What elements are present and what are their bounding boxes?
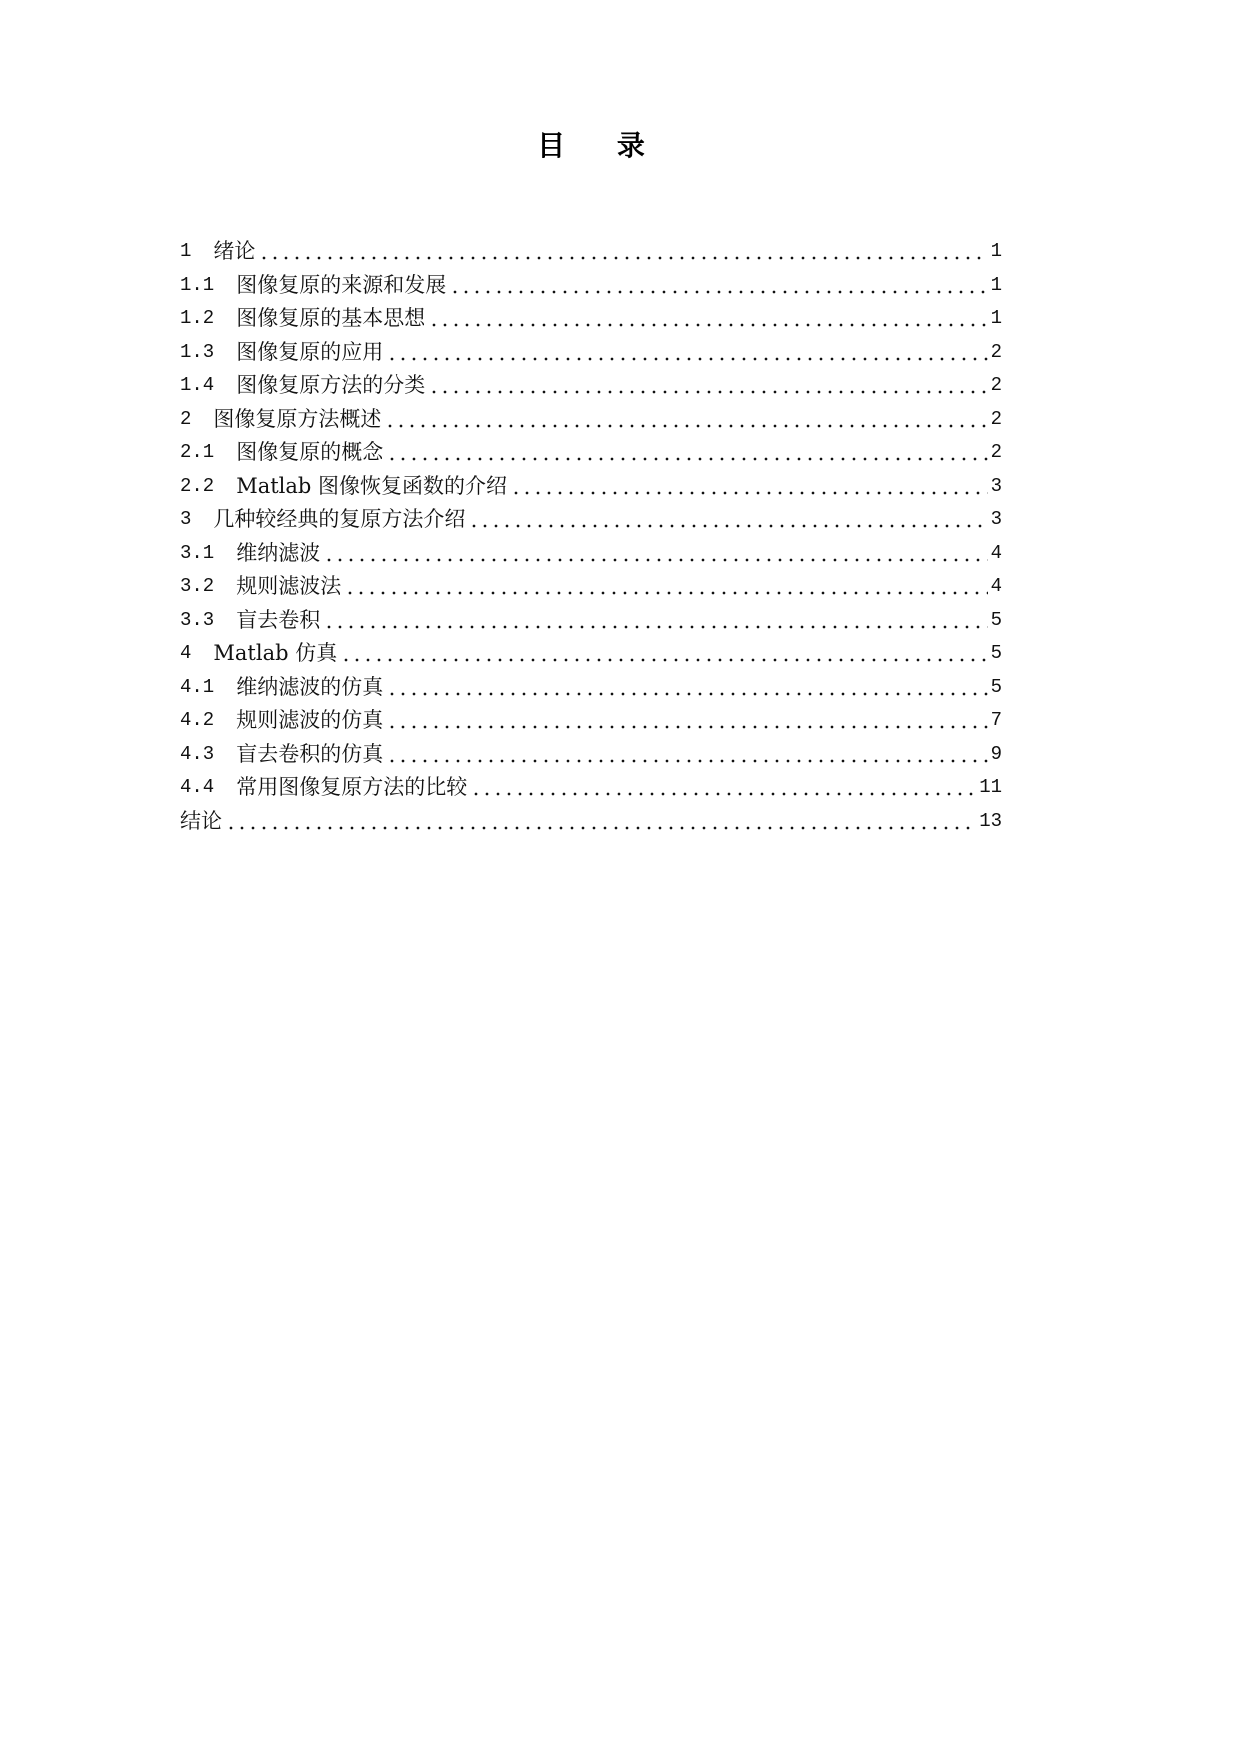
toc-leader-dots xyxy=(388,424,987,428)
toc-entry-number: 4.1 xyxy=(180,675,215,698)
toc-entry xyxy=(180,470,1002,504)
toc-entry xyxy=(180,269,1002,303)
toc-heading: 目 录 xyxy=(537,129,645,162)
toc-leader-dots xyxy=(262,256,987,260)
toc-entry xyxy=(180,403,1002,437)
toc-entry-page: 3 xyxy=(990,508,1002,530)
toc-entry-number: 2.2 xyxy=(180,474,215,497)
toc-entry-number: 2 xyxy=(180,407,192,430)
toc-leader-dots xyxy=(390,725,987,729)
toc-entry-page: 1 xyxy=(990,240,1002,262)
toc-entry-title: 盲去卷积的仿真 xyxy=(236,741,384,766)
toc-entry-number: 2.1 xyxy=(180,441,215,463)
toc-entry-page: 13 xyxy=(979,809,1002,832)
toc-leader-dots xyxy=(229,826,976,830)
toc-entry-title: 绪论 xyxy=(213,239,256,263)
toc-entry-page: 5 xyxy=(990,642,1002,664)
toc-entry-title: 几种较经典的复原方法介绍 xyxy=(213,507,466,531)
toc-entry-page: 7 xyxy=(990,709,1002,731)
toc-entry xyxy=(180,302,1002,336)
toc-entry-number: 1.3 xyxy=(180,340,215,363)
toc-entry-page: 2 xyxy=(990,374,1002,396)
toc-entry xyxy=(180,771,1002,805)
toc-entry-title: 图像复原方法概述 xyxy=(213,406,382,431)
toc-leader-dots xyxy=(390,692,987,696)
toc-entry xyxy=(180,537,1002,571)
toc-entry xyxy=(180,336,1002,370)
toc-entry-page: 5 xyxy=(990,608,1002,631)
toc-entry-number: 4.2 xyxy=(180,709,215,731)
toc-entry-title: 图像复原的概念 xyxy=(236,440,384,464)
toc-entry-page: 1 xyxy=(990,307,1002,329)
toc-entry-number: 3.2 xyxy=(180,575,215,597)
toc-entry xyxy=(180,235,1002,269)
toc-entry-page: 1 xyxy=(990,273,1002,296)
toc-entry-title: 图像复原的来源和发展 xyxy=(236,272,447,297)
toc-leader-dots xyxy=(327,558,987,562)
toc-entry-number: 3.1 xyxy=(180,541,215,564)
toc-entry-page: 9 xyxy=(990,742,1002,765)
toc-entry-page: 4 xyxy=(990,541,1002,564)
toc-entry xyxy=(180,570,1002,604)
toc-entry-title: 维纳滤波 xyxy=(236,540,321,565)
toc-entry xyxy=(180,704,1002,738)
toc-entry-title: 规则滤波的仿真 xyxy=(236,708,384,732)
toc-entry-number: 1.4 xyxy=(180,374,215,396)
toc-entry-conclusion xyxy=(180,805,1002,839)
toc-entry-title: 图像复原方法的分类 xyxy=(236,373,426,397)
toc-entry-number: 3.3 xyxy=(180,608,215,631)
toc-leader-dots xyxy=(474,792,976,796)
toc-entry-title: Matlab 仿真 xyxy=(213,641,338,665)
toc-leader-dots xyxy=(390,759,987,763)
toc-entry-page: 4 xyxy=(990,575,1002,597)
toc-entry-number: 1.2 xyxy=(180,307,215,329)
toc-entry-page: 3 xyxy=(990,474,1002,497)
toc-entry-title: 常用图像复原方法的比较 xyxy=(236,775,468,799)
toc-entry xyxy=(180,503,1002,537)
toc-entry-page: 2 xyxy=(990,340,1002,363)
toc-entry-number: 4 xyxy=(180,642,192,664)
toc-entry xyxy=(180,671,1002,705)
toc-entry xyxy=(180,369,1002,403)
toc-entry-title: 维纳滤波的仿真 xyxy=(236,674,384,699)
toc-list xyxy=(180,235,1002,838)
toc-leader-dots xyxy=(344,658,987,662)
toc-leader-dots xyxy=(327,625,987,629)
toc-leader-dots xyxy=(432,390,987,394)
toc-entry-number: 1 xyxy=(180,240,192,262)
toc-entry-page: 5 xyxy=(990,675,1002,698)
toc-entry xyxy=(180,436,1002,470)
toc-entry-title: Matlab 图像恢复函数的介绍 xyxy=(236,473,508,498)
toc-entry-title: 图像复原的应用 xyxy=(236,339,384,364)
toc-entry-number: 4.3 xyxy=(180,742,215,765)
toc-entry-title: 盲去卷积 xyxy=(236,607,321,632)
toc-leader-dots xyxy=(348,591,987,595)
toc-entry xyxy=(180,637,1002,671)
toc-entry-number: 4.4 xyxy=(180,776,215,798)
toc-entry-title: 结论 xyxy=(180,808,222,833)
toc-leader-dots xyxy=(432,323,987,327)
toc-leader-dots xyxy=(390,457,987,461)
toc-entry-page: 2 xyxy=(990,441,1002,463)
toc-leader-dots xyxy=(472,524,987,528)
toc-leader-dots xyxy=(390,357,987,361)
toc-leader-dots xyxy=(514,491,988,495)
toc-entry-title: 图像复原的基本思想 xyxy=(236,306,426,330)
toc-entry xyxy=(180,604,1002,638)
toc-leader-dots xyxy=(453,290,987,294)
toc-entry-title: 规则滤波法 xyxy=(236,574,342,598)
toc-entry-number: 1.1 xyxy=(180,273,215,296)
toc-entry xyxy=(180,738,1002,772)
toc-entry-page: 2 xyxy=(990,407,1002,430)
toc-entry-number: 3 xyxy=(180,508,192,530)
toc-entry-page: 11 xyxy=(979,776,1002,798)
